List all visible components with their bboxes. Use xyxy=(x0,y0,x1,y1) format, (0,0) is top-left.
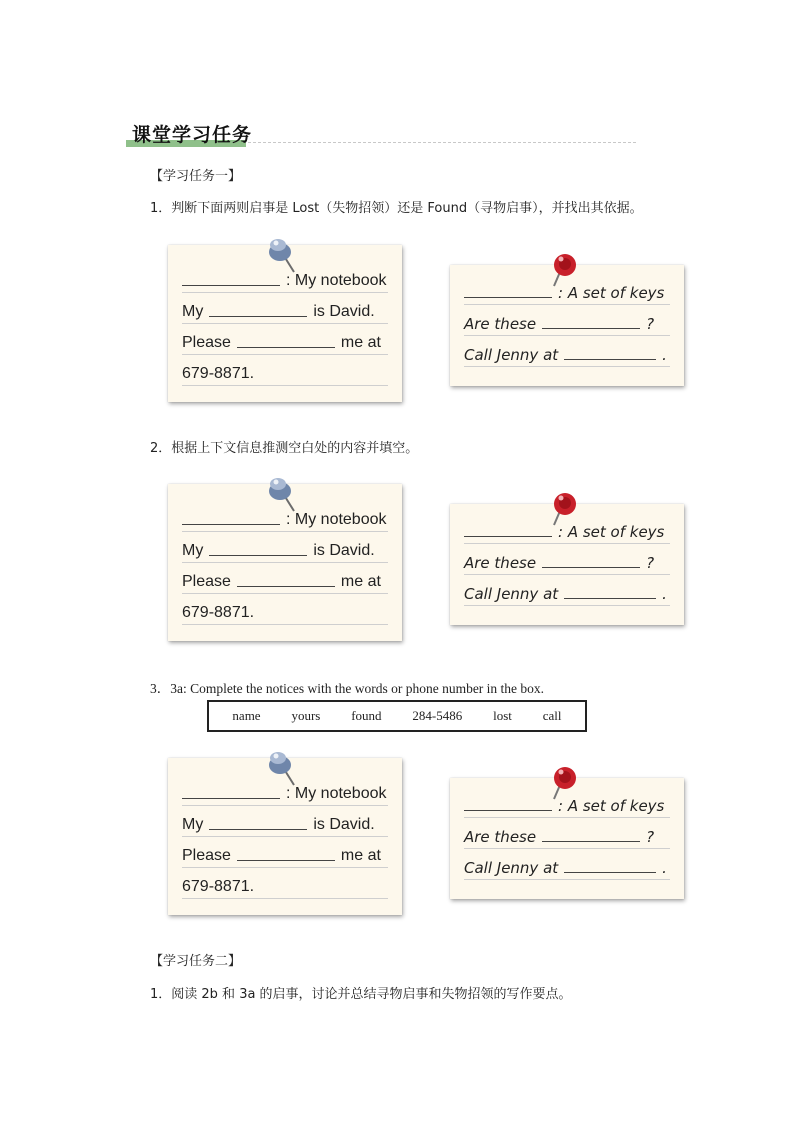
card-row: : My notebook xyxy=(182,506,388,532)
card-row: : A set of keys xyxy=(464,518,670,544)
card-row: 679-8871. xyxy=(182,599,388,625)
fill-blank[interactable] xyxy=(542,327,640,329)
red-pushpin-icon xyxy=(548,250,582,290)
card-row: : A set of keys xyxy=(464,792,670,818)
card-row: My is David. xyxy=(182,298,388,324)
card-row: My is David. xyxy=(182,537,388,563)
fill-blank[interactable] xyxy=(237,585,335,587)
fill-blank[interactable] xyxy=(542,566,640,568)
card-row: Please me at xyxy=(182,842,388,868)
section-header xyxy=(126,118,636,152)
fill-blank[interactable] xyxy=(542,840,640,842)
blue-pushpin-icon xyxy=(262,745,302,789)
card-row: Are these ? xyxy=(464,549,670,575)
card-row: 679-8871. xyxy=(182,873,388,899)
card-row: : My notebook xyxy=(182,267,388,293)
task1-label: 【学习任务一】 xyxy=(150,169,242,184)
red-pushpin-icon xyxy=(548,763,582,803)
card-row: 679-8871. xyxy=(182,360,388,386)
fill-blank[interactable] xyxy=(182,523,280,525)
word-box-item: found xyxy=(351,708,382,723)
word-box xyxy=(207,700,587,732)
question-1: 1．判断下面两则启事是 Lost（失物招领）还是 Found（寻物启事），并找出其依据。 xyxy=(150,201,643,216)
fill-blank[interactable] xyxy=(209,554,307,556)
card-row: Call Jenny at . xyxy=(464,341,670,367)
card-row: Are these ? xyxy=(464,823,670,849)
question-4: 1．阅读 2b 和 3a 的启事，讨论并总结寻物启事和失物招领的写作要点。 xyxy=(150,987,572,1002)
card-row: : My notebook xyxy=(182,780,388,806)
question-3: 3．3a: Complete the notices with the words or phone number in the box. xyxy=(150,681,545,696)
card-row: Please me at xyxy=(182,329,388,355)
fill-blank[interactable] xyxy=(464,535,552,537)
word-box-item: lost xyxy=(493,708,512,723)
fill-blank[interactable] xyxy=(564,871,656,873)
question-2: 2．根据上下文信息推测空白处的内容并填空。 xyxy=(150,441,419,456)
fill-blank[interactable] xyxy=(464,296,552,298)
card-row: Call Jenny at . xyxy=(464,580,670,606)
fill-blank[interactable] xyxy=(237,859,335,861)
word-box-item: name xyxy=(232,708,261,723)
fill-blank[interactable] xyxy=(564,597,656,599)
card-row: My is David. xyxy=(182,811,388,837)
section-divider xyxy=(248,142,636,143)
card-row: Are these ? xyxy=(464,310,670,336)
fill-blank[interactable] xyxy=(209,828,307,830)
red-pushpin-icon xyxy=(548,489,582,529)
card-row: Please me at xyxy=(182,568,388,594)
card-row: Call Jenny at . xyxy=(464,854,670,880)
fill-blank[interactable] xyxy=(209,315,307,317)
fill-blank[interactable] xyxy=(182,284,280,286)
word-box-item: call xyxy=(542,708,562,723)
card-row: : A set of keys xyxy=(464,279,670,305)
fill-blank[interactable] xyxy=(464,809,552,811)
fill-blank[interactable] xyxy=(237,346,335,348)
blue-pushpin-icon xyxy=(262,471,302,515)
fill-blank[interactable] xyxy=(182,797,280,799)
word-box-item: 284-5486 xyxy=(412,708,463,723)
fill-blank[interactable] xyxy=(564,358,656,360)
word-box-item: yours xyxy=(291,708,321,723)
task2-label: 【学习任务二】 xyxy=(150,954,242,969)
blue-pushpin-icon xyxy=(262,232,302,276)
section-title: 课堂学习任务 xyxy=(132,124,253,146)
